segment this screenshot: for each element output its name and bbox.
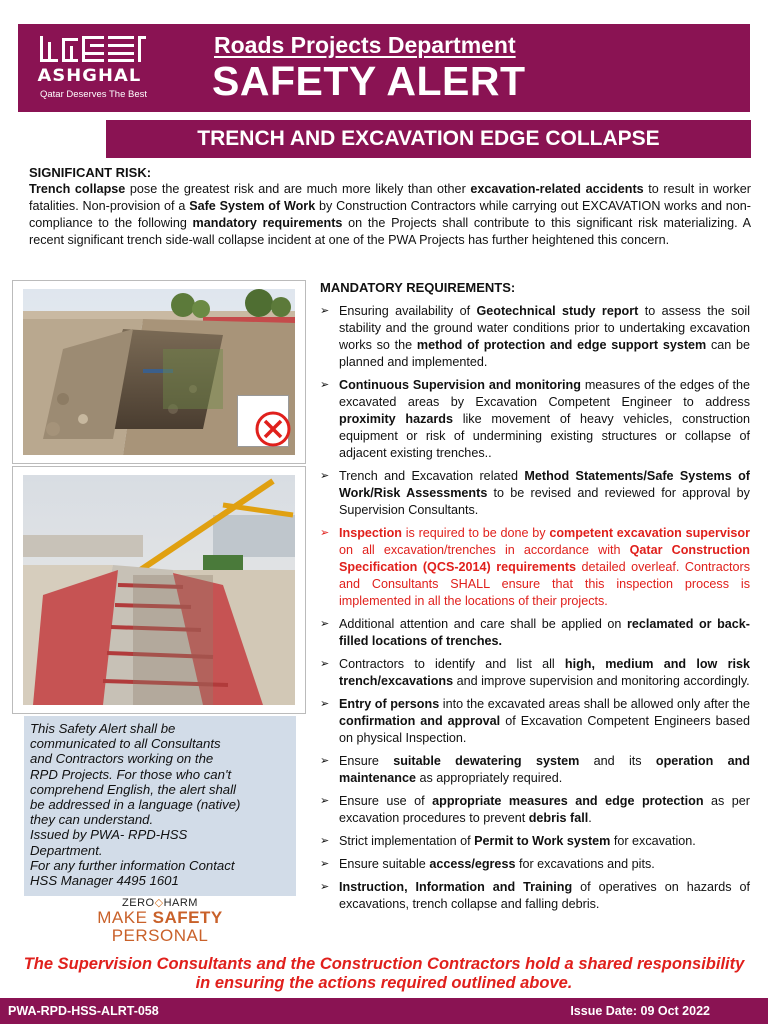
requirement-item (320, 696, 750, 747)
requirement-item (320, 525, 750, 610)
requirement-item (320, 468, 750, 519)
trench-photo-collapse (12, 280, 306, 464)
note-line: communicated to all Consultants (30, 736, 221, 752)
body-text: Strict implementation of (339, 834, 475, 848)
requirement-item (320, 793, 750, 827)
arrow-bullet-icon: ➢ (320, 658, 330, 670)
emphasis-text: reclamated or back-filled locations of trenches. (339, 617, 750, 648)
page-title: SAFETY ALERT (212, 58, 526, 104)
body-text: as per excavation procedures to prevent (339, 794, 750, 825)
body-text: pose the greatest risk and are much more likely than other (125, 182, 471, 196)
prohibited-x-icon (237, 395, 289, 447)
note-line: Issued by PWA- RPD-HSS (30, 827, 188, 843)
body-text: detailed overleaf. Contractors and Consultants SHALL ensure that this inspection process is implemented in all the locations of their projects. (339, 560, 750, 608)
note-line: This Safety Alert shall be (30, 721, 176, 736)
body-text: to be revised and reviewed for approval by Supervision Consultants. (339, 486, 750, 517)
emphasis-text: mandatory requirements (192, 216, 343, 230)
note-line: HSS Manager 4495 1601 (30, 873, 179, 889)
body-text: of Excavation Competent Engineers based on physical Inspection. (339, 714, 750, 745)
emphasis-text: Continuous Supervision and monitoring (339, 378, 581, 392)
arrow-bullet-icon: ➢ (320, 379, 330, 391)
arrow-bullet-icon: ➢ (320, 618, 330, 630)
note-line: comprehend English, the alert shall (30, 781, 236, 797)
diamond-icon: ◇ (154, 897, 164, 909)
body-text: for excavations and pits. (515, 857, 655, 871)
arrow-bullet-icon: ➢ (320, 527, 330, 539)
body-text: of operatives on hazards of excavations, trench collapse and falling debris. (339, 880, 750, 911)
note-line: be addressed in a language (native) (30, 797, 241, 813)
emphasis-text: Qatar Construction Specification (QCS-2014) requirements (339, 543, 750, 574)
significant-risk-section (29, 164, 751, 249)
requirement-item (320, 753, 750, 787)
body-text: for excavation. (610, 834, 696, 848)
department-name: Roads Projects Department (214, 32, 516, 58)
emphasis-text: operation and maintenance (339, 754, 751, 785)
requirement-item (320, 856, 750, 873)
zero-harm-harm: HARM (163, 897, 198, 909)
communication-note-text (30, 721, 240, 888)
body-text: as appropriately required. (416, 771, 563, 785)
zero-harm-logo (80, 896, 240, 945)
issue-date: Issue Date: 09 Oct 2022 (570, 1004, 710, 1018)
emphasis-text: excavation-related accidents (470, 182, 644, 196)
body-text: Ensure (339, 754, 394, 768)
logo-mark-icon (36, 32, 148, 66)
note-line: and Contractors working on the (30, 751, 214, 767)
arrow-bullet-icon: ➢ (320, 698, 330, 710)
arrow-bullet-icon: ➢ (320, 858, 330, 870)
make-safety-slogan (80, 909, 240, 927)
body-text: Ensure suitable (339, 857, 430, 871)
body-text: to result in worker fatalities. Non-provision of a (29, 182, 751, 213)
zero-harm-zero: ZERO (122, 897, 155, 909)
body-text: like movement of heavy vehicles, construction equipment or risk of undermining existing structures or collapse of adjacent existing trenches.. (339, 412, 750, 460)
footer-note-line: The Supervision Consultants and the Construction Contractors hold a shared responsibility (23, 955, 745, 973)
emphasis-text: Safe System of Work (189, 199, 316, 213)
body-text: Contractors to identify and list all (339, 657, 565, 671)
requirement-item (320, 879, 750, 913)
trench-shoring-image (23, 475, 295, 705)
slogan-personal: PERSONAL (111, 926, 209, 945)
slogan-safety: SAFETY (152, 908, 223, 927)
emphasis-text: Method Statements/Safe Systems of Work/Risk Assessments (339, 469, 750, 500)
note-line: RPD Projects. For those who can't (30, 766, 232, 782)
alert-subtitle: TRENCH AND EXCAVATION EDGE COLLAPSE (106, 120, 751, 158)
requirement-item (320, 656, 750, 690)
arrow-bullet-icon: ➢ (320, 755, 330, 767)
body-text: on the Projects shall contribute to this significant risk materializing. A recent significant trench side-wall collapse incident at one of the PWA Projects has further heightened this concern. (29, 216, 752, 247)
emphasis-text: debris fall (528, 811, 589, 825)
significant-risk-heading: SIGNIFICANT RISK: (29, 165, 152, 180)
body-text: to assess the soil stability and the ground water conditions prior to undertaking excavation works so the (339, 304, 750, 352)
requirement-item (320, 303, 750, 371)
arrow-bullet-icon: ➢ (320, 795, 330, 807)
note-line: they can understand. (30, 812, 154, 828)
emphasis-text: access/egress (429, 857, 516, 871)
mandatory-requirements-heading: MANDATORY REQUIREMENTS: (320, 280, 516, 295)
logo-wordmark: ASHGHAL (37, 66, 142, 86)
body-text: can be planned and implemented. (339, 338, 750, 369)
footer-note-line: in ensuring the actions required outlined above. (195, 974, 573, 992)
arrow-bullet-icon: ➢ (320, 470, 330, 482)
body-text: is required to be done by (401, 526, 550, 540)
emphasis-text: Geotechnical study report (476, 304, 639, 318)
body-text: Ensuring availability of (339, 304, 477, 318)
mandatory-requirements-list (320, 303, 750, 919)
emphasis-text: high, medium and low risk trench/excavations (339, 657, 750, 688)
shared-responsibility-note (0, 955, 768, 993)
body-text: and improve supervision and monitoring accordingly. (453, 674, 750, 688)
emphasis-text: competent excavation supervisor (549, 526, 751, 540)
communication-note-box (24, 716, 296, 896)
requirement-item (320, 377, 750, 462)
trench-photo-shoring (12, 466, 306, 714)
body-text: Ensure use of (339, 794, 433, 808)
alert-reference: PWA-RPD-HSS-ALRT-058 (8, 1004, 159, 1018)
emphasis-text: confirmation and approval (339, 714, 501, 728)
note-line: Department. (30, 842, 103, 858)
requirement-item (320, 833, 750, 850)
body-text: and its (579, 754, 656, 768)
body-text: Additional attention and care shall be applied on (339, 617, 627, 631)
footer-bar (0, 998, 768, 1024)
emphasis-text: Entry of persons (339, 697, 440, 711)
arrow-bullet-icon: ➢ (320, 881, 330, 893)
ashghal-logo (36, 32, 164, 104)
arrow-bullet-icon: ➢ (320, 835, 330, 847)
emphasis-text: proximity hazards (339, 412, 453, 426)
header-banner (18, 24, 750, 112)
emphasis-text: method of protection and edge support system (416, 338, 707, 352)
body-text: measures of the edges of the excavated areas by Excavation Competent Engineer to address (339, 378, 750, 409)
emphasis-text: Permit to Work system (474, 834, 611, 848)
requirement-item (320, 616, 750, 650)
note-line: For any further information Contact (30, 857, 235, 873)
body-text: by Construction Contractors while carrying out EXCAVATION works and non-compliance to the following (29, 199, 751, 230)
significant-risk-text (29, 181, 751, 249)
emphasis-text: suitable dewatering system (393, 754, 580, 768)
logo-tagline: Qatar Deserves The Best (40, 89, 148, 100)
emphasis-text: Inspection (339, 526, 402, 540)
body-text: . (588, 811, 592, 825)
arrow-bullet-icon: ➢ (320, 305, 330, 317)
body-text: on all excavation/trenches in accordance with (339, 543, 630, 557)
emphasis-text: Instruction, Information and Training (339, 880, 573, 894)
emphasis-text: appropriate measures and edge protection (432, 794, 704, 808)
emphasis-text: Trench collapse (29, 182, 126, 196)
body-text: into the excavated areas shall be allowed only after the (439, 697, 750, 711)
body-text: Trench and Excavation related (339, 469, 525, 483)
slogan-make: MAKE (97, 908, 153, 927)
